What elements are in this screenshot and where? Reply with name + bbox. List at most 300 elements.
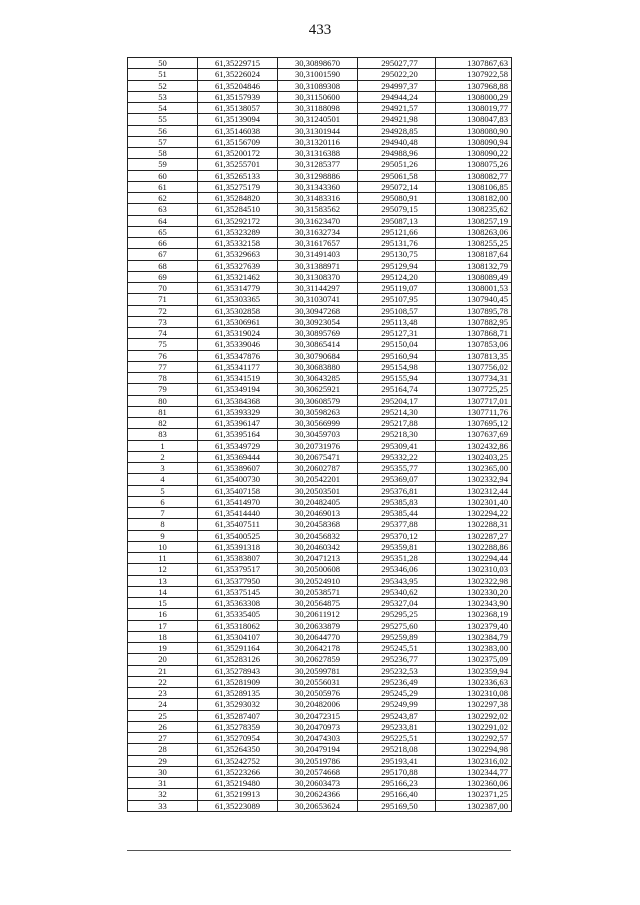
- table-row: [128, 778, 512, 789]
- longitude-cell: 30,30643285: [278, 373, 358, 384]
- table-row: [128, 789, 512, 800]
- y-coordinate-cell: 1302343,90: [436, 598, 512, 609]
- point-number-cell: 70: [128, 283, 198, 294]
- longitude-cell: 30,20653624: [278, 800, 358, 811]
- y-coordinate-cell: 1302287,27: [436, 530, 512, 541]
- x-coordinate-cell: 295249,99: [358, 699, 436, 710]
- x-coordinate-cell: 295259,89: [358, 631, 436, 642]
- y-coordinate-cell: 1308187,64: [436, 249, 512, 260]
- table-row: [128, 238, 512, 249]
- y-coordinate-cell: 1302310,03: [436, 564, 512, 575]
- x-coordinate-cell: 294944,24: [358, 91, 436, 102]
- table-row: [128, 294, 512, 305]
- point-number-cell: 64: [128, 215, 198, 226]
- table-row: [128, 631, 512, 642]
- latitude-cell: 61,35281909: [198, 676, 278, 687]
- y-coordinate-cell: 1307637,69: [436, 429, 512, 440]
- y-coordinate-cell: 1308075,26: [436, 159, 512, 170]
- latitude-cell: 61,35318062: [198, 620, 278, 631]
- y-coordinate-cell: 1302432,86: [436, 440, 512, 451]
- point-number-cell: 32: [128, 789, 198, 800]
- point-number-cell: 50: [128, 58, 198, 69]
- point-number-cell: 22: [128, 676, 198, 687]
- x-coordinate-cell: 295218,08: [358, 744, 436, 755]
- table-row: [128, 541, 512, 552]
- table-row: [128, 114, 512, 125]
- table-row: [128, 564, 512, 575]
- x-coordinate-cell: 295108,57: [358, 305, 436, 316]
- point-number-cell: 65: [128, 226, 198, 237]
- latitude-cell: 61,35363308: [198, 598, 278, 609]
- table-row: [128, 249, 512, 260]
- page-number: 433: [308, 22, 332, 38]
- y-coordinate-cell: 1302316,02: [436, 755, 512, 766]
- longitude-cell: 30,20471213: [278, 553, 358, 564]
- y-coordinate-cell: 1302359,94: [436, 665, 512, 676]
- point-number-cell: 67: [128, 249, 198, 260]
- latitude-cell: 61,35200172: [198, 148, 278, 159]
- latitude-cell: 61,35319024: [198, 328, 278, 339]
- y-coordinate-cell: 1302297,38: [436, 699, 512, 710]
- y-coordinate-cell: 1302379,40: [436, 620, 512, 631]
- latitude-cell: 61,35400525: [198, 530, 278, 541]
- latitude-cell: 61,35384368: [198, 395, 278, 406]
- longitude-cell: 30,30947268: [278, 305, 358, 316]
- table-row: [128, 710, 512, 721]
- table-row: [128, 429, 512, 440]
- table-row: [128, 463, 512, 474]
- x-coordinate-cell: 295061,58: [358, 170, 436, 181]
- coordinates-table: [127, 57, 512, 812]
- latitude-cell: 61,35391318: [198, 541, 278, 552]
- table-row: [128, 148, 512, 159]
- latitude-cell: 61,35157939: [198, 91, 278, 102]
- y-coordinate-cell: 1308090,22: [436, 148, 512, 159]
- latitude-cell: 61,35393329: [198, 406, 278, 417]
- point-number-cell: 28: [128, 744, 198, 755]
- latitude-cell: 61,35396147: [198, 418, 278, 429]
- longitude-cell: 30,20472315: [278, 710, 358, 721]
- y-coordinate-cell: 1307695,12: [436, 418, 512, 429]
- table-row: [128, 339, 512, 350]
- y-coordinate-cell: 1302383,00: [436, 643, 512, 654]
- table-row: [128, 181, 512, 192]
- point-number-cell: 6: [128, 496, 198, 507]
- point-number-cell: 57: [128, 136, 198, 147]
- latitude-cell: 61,35304107: [198, 631, 278, 642]
- longitude-cell: 30,31388971: [278, 260, 358, 271]
- table-row: [128, 170, 512, 181]
- y-coordinate-cell: 1302294,98: [436, 744, 512, 755]
- x-coordinate-cell: 295170,88: [358, 766, 436, 777]
- x-coordinate-cell: 295160,94: [358, 350, 436, 361]
- table-row: [128, 361, 512, 372]
- table-row: [128, 755, 512, 766]
- point-number-cell: 30: [128, 766, 198, 777]
- x-coordinate-cell: 295131,76: [358, 238, 436, 249]
- latitude-cell: 61,35223266: [198, 766, 278, 777]
- x-coordinate-cell: 295332,22: [358, 451, 436, 462]
- table-row: [128, 316, 512, 327]
- latitude-cell: 61,35229715: [198, 58, 278, 69]
- latitude-cell: 61,35219480: [198, 778, 278, 789]
- longitude-cell: 30,31343360: [278, 181, 358, 192]
- longitude-cell: 30,20538571: [278, 586, 358, 597]
- table-row: [128, 395, 512, 406]
- y-coordinate-cell: 1308106,85: [436, 181, 512, 192]
- y-coordinate-cell: 1302292,57: [436, 733, 512, 744]
- point-number-cell: 16: [128, 609, 198, 620]
- y-coordinate-cell: 1308001,53: [436, 283, 512, 294]
- y-coordinate-cell: 1302291,02: [436, 721, 512, 732]
- x-coordinate-cell: 295327,04: [358, 598, 436, 609]
- latitude-cell: 61,35291164: [198, 643, 278, 654]
- latitude-cell: 61,35321462: [198, 271, 278, 282]
- y-coordinate-cell: 1302344,77: [436, 766, 512, 777]
- point-number-cell: 10: [128, 541, 198, 552]
- latitude-cell: 61,35278943: [198, 665, 278, 676]
- x-coordinate-cell: 295129,94: [358, 260, 436, 271]
- y-coordinate-cell: 1302288,86: [436, 541, 512, 552]
- table-row: [128, 474, 512, 485]
- longitude-cell: 30,31483316: [278, 193, 358, 204]
- y-coordinate-cell: 1308000,29: [436, 91, 512, 102]
- point-number-cell: 17: [128, 620, 198, 631]
- table-row: [128, 260, 512, 271]
- x-coordinate-cell: 295218,30: [358, 429, 436, 440]
- point-number-cell: 68: [128, 260, 198, 271]
- point-number-cell: 78: [128, 373, 198, 384]
- point-number-cell: 15: [128, 598, 198, 609]
- longitude-cell: 30,20460342: [278, 541, 358, 552]
- point-number-cell: 79: [128, 384, 198, 395]
- table-row: [128, 733, 512, 744]
- x-coordinate-cell: 295150,04: [358, 339, 436, 350]
- latitude-cell: 61,35383807: [198, 553, 278, 564]
- latitude-cell: 61,35302858: [198, 305, 278, 316]
- longitude-cell: 30,20644770: [278, 631, 358, 642]
- table-row: [128, 136, 512, 147]
- x-coordinate-cell: 295355,77: [358, 463, 436, 474]
- latitude-cell: 61,35349729: [198, 440, 278, 451]
- y-coordinate-cell: 1308132,79: [436, 260, 512, 271]
- table-row: [128, 271, 512, 282]
- point-number-cell: 5: [128, 485, 198, 496]
- point-number-cell: 80: [128, 395, 198, 406]
- table-row: [128, 598, 512, 609]
- longitude-cell: 30,20731976: [278, 440, 358, 451]
- longitude-cell: 30,20556031: [278, 676, 358, 687]
- y-coordinate-cell: 1302301,40: [436, 496, 512, 507]
- point-number-cell: 33: [128, 800, 198, 811]
- latitude-cell: 61,35289135: [198, 688, 278, 699]
- latitude-cell: 61,35341519: [198, 373, 278, 384]
- longitude-cell: 30,31001590: [278, 69, 358, 80]
- longitude-cell: 30,20603473: [278, 778, 358, 789]
- table-row: [128, 519, 512, 530]
- y-coordinate-cell: 1308255,25: [436, 238, 512, 249]
- point-number-cell: 76: [128, 350, 198, 361]
- table-row: [128, 665, 512, 676]
- latitude-cell: 61,35347876: [198, 350, 278, 361]
- y-coordinate-cell: 1308019,77: [436, 103, 512, 114]
- latitude-cell: 61,35369444: [198, 451, 278, 462]
- table-row: [128, 654, 512, 665]
- y-coordinate-cell: 1308263,06: [436, 226, 512, 237]
- latitude-cell: 61,35284820: [198, 193, 278, 204]
- point-number-cell: 21: [128, 665, 198, 676]
- longitude-cell: 30,20500608: [278, 564, 358, 575]
- latitude-cell: 61,35375145: [198, 586, 278, 597]
- latitude-cell: 61,35293032: [198, 699, 278, 710]
- x-coordinate-cell: 295385,83: [358, 496, 436, 507]
- x-coordinate-cell: 295377,88: [358, 519, 436, 530]
- x-coordinate-cell: 295107,95: [358, 294, 436, 305]
- table-row: [128, 384, 512, 395]
- x-coordinate-cell: 295351,28: [358, 553, 436, 564]
- point-number-cell: 19: [128, 643, 198, 654]
- longitude-cell: 30,31491403: [278, 249, 358, 260]
- y-coordinate-cell: 1302371,25: [436, 789, 512, 800]
- table-row: [128, 373, 512, 384]
- table-row: [128, 193, 512, 204]
- point-number-cell: 31: [128, 778, 198, 789]
- point-number-cell: 74: [128, 328, 198, 339]
- point-number-cell: 77: [128, 361, 198, 372]
- x-coordinate-cell: 295370,12: [358, 530, 436, 541]
- y-coordinate-cell: 1308182,00: [436, 193, 512, 204]
- x-coordinate-cell: 295214,30: [358, 406, 436, 417]
- x-coordinate-cell: 295340,62: [358, 586, 436, 597]
- y-coordinate-cell: 1307868,71: [436, 328, 512, 339]
- x-coordinate-cell: 295217,88: [358, 418, 436, 429]
- latitude-cell: 61,35349194: [198, 384, 278, 395]
- point-number-cell: 1: [128, 440, 198, 451]
- point-number-cell: 75: [128, 339, 198, 350]
- latitude-cell: 61,35264350: [198, 744, 278, 755]
- longitude-cell: 30,20542201: [278, 474, 358, 485]
- x-coordinate-cell: 295113,48: [358, 316, 436, 327]
- y-coordinate-cell: 1307725,25: [436, 384, 512, 395]
- point-number-cell: 24: [128, 699, 198, 710]
- point-number-cell: 2: [128, 451, 198, 462]
- latitude-cell: 61,35332158: [198, 238, 278, 249]
- point-number-cell: 27: [128, 733, 198, 744]
- latitude-cell: 61,35138057: [198, 103, 278, 114]
- point-number-cell: 4: [128, 474, 198, 485]
- y-coordinate-cell: 1302365,00: [436, 463, 512, 474]
- table-row: [128, 530, 512, 541]
- table-row: [128, 451, 512, 462]
- point-number-cell: 12: [128, 564, 198, 575]
- table-row: [128, 643, 512, 654]
- y-coordinate-cell: 1302375,09: [436, 654, 512, 665]
- y-coordinate-cell: 1307882,95: [436, 316, 512, 327]
- point-number-cell: 83: [128, 429, 198, 440]
- point-number-cell: 54: [128, 103, 198, 114]
- x-coordinate-cell: 295204,17: [358, 395, 436, 406]
- longitude-cell: 30,20482405: [278, 496, 358, 507]
- latitude-cell: 61,35255701: [198, 159, 278, 170]
- longitude-cell: 30,31583562: [278, 204, 358, 215]
- latitude-cell: 61,35407158: [198, 485, 278, 496]
- point-number-cell: 55: [128, 114, 198, 125]
- point-number-cell: 73: [128, 316, 198, 327]
- point-number-cell: 18: [128, 631, 198, 642]
- table-row: [128, 69, 512, 80]
- longitude-cell: 30,20503501: [278, 485, 358, 496]
- longitude-cell: 30,31632734: [278, 226, 358, 237]
- x-coordinate-cell: 295236,49: [358, 676, 436, 687]
- table-row: [128, 485, 512, 496]
- x-coordinate-cell: 295233,81: [358, 721, 436, 732]
- table-row: [128, 58, 512, 69]
- longitude-cell: 30,31617657: [278, 238, 358, 249]
- y-coordinate-cell: 1308235,62: [436, 204, 512, 215]
- x-coordinate-cell: 295275,60: [358, 620, 436, 631]
- longitude-cell: 30,31298886: [278, 170, 358, 181]
- point-number-cell: 51: [128, 69, 198, 80]
- y-coordinate-cell: 1307734,31: [436, 373, 512, 384]
- point-number-cell: 82: [128, 418, 198, 429]
- longitude-cell: 30,31188098: [278, 103, 358, 114]
- longitude-cell: 30,31320116: [278, 136, 358, 147]
- latitude-cell: 61,35223089: [198, 800, 278, 811]
- longitude-cell: 30,20675471: [278, 451, 358, 462]
- table-row: [128, 699, 512, 710]
- point-number-cell: 66: [128, 238, 198, 249]
- latitude-cell: 61,35400730: [198, 474, 278, 485]
- longitude-cell: 30,20456832: [278, 530, 358, 541]
- x-coordinate-cell: 295359,81: [358, 541, 436, 552]
- longitude-cell: 30,20482006: [278, 699, 358, 710]
- x-coordinate-cell: 295309,41: [358, 440, 436, 451]
- longitude-cell: 30,20574668: [278, 766, 358, 777]
- table-row: [128, 744, 512, 755]
- x-coordinate-cell: 295225,51: [358, 733, 436, 744]
- latitude-cell: 61,35335405: [198, 609, 278, 620]
- y-coordinate-cell: 1308082,77: [436, 170, 512, 181]
- x-coordinate-cell: 295072,14: [358, 181, 436, 192]
- point-number-cell: 69: [128, 271, 198, 282]
- y-coordinate-cell: 1302294,44: [436, 553, 512, 564]
- x-coordinate-cell: 295127,31: [358, 328, 436, 339]
- latitude-cell: 61,35306961: [198, 316, 278, 327]
- latitude-cell: 61,35219913: [198, 789, 278, 800]
- y-coordinate-cell: 1308257,19: [436, 215, 512, 226]
- point-number-cell: 58: [128, 148, 198, 159]
- table-row: [128, 204, 512, 215]
- latitude-cell: 61,35278359: [198, 721, 278, 732]
- latitude-cell: 61,35283126: [198, 654, 278, 665]
- longitude-cell: 30,20642178: [278, 643, 358, 654]
- x-coordinate-cell: 295121,66: [358, 226, 436, 237]
- longitude-cell: 30,31623470: [278, 215, 358, 226]
- latitude-cell: 61,35389607: [198, 463, 278, 474]
- x-coordinate-cell: 294997,37: [358, 80, 436, 91]
- table-row: [128, 283, 512, 294]
- longitude-cell: 30,20633879: [278, 620, 358, 631]
- y-coordinate-cell: 1307922,58: [436, 69, 512, 80]
- x-coordinate-cell: 295245,29: [358, 688, 436, 699]
- point-number-cell: 60: [128, 170, 198, 181]
- longitude-cell: 30,31308370: [278, 271, 358, 282]
- x-coordinate-cell: 294988,96: [358, 148, 436, 159]
- table-row: [128, 496, 512, 507]
- x-coordinate-cell: 294928,85: [358, 125, 436, 136]
- y-coordinate-cell: 1308047,83: [436, 114, 512, 125]
- point-number-cell: 11: [128, 553, 198, 564]
- longitude-cell: 30,31240501: [278, 114, 358, 125]
- y-coordinate-cell: 1302403,25: [436, 451, 512, 462]
- point-number-cell: 26: [128, 721, 198, 732]
- x-coordinate-cell: 295193,41: [358, 755, 436, 766]
- x-coordinate-cell: 295369,07: [358, 474, 436, 485]
- latitude-cell: 61,35204846: [198, 80, 278, 91]
- longitude-cell: 30,20469013: [278, 508, 358, 519]
- point-number-cell: 81: [128, 406, 198, 417]
- latitude-cell: 61,35270954: [198, 733, 278, 744]
- longitude-cell: 30,20479194: [278, 744, 358, 755]
- point-number-cell: 53: [128, 91, 198, 102]
- longitude-cell: 30,20611912: [278, 609, 358, 620]
- x-coordinate-cell: 295343,95: [358, 575, 436, 586]
- latitude-cell: 61,35226024: [198, 69, 278, 80]
- table-row: [128, 609, 512, 620]
- y-coordinate-cell: 1302384,79: [436, 631, 512, 642]
- table-row: [128, 159, 512, 170]
- latitude-cell: 61,35156709: [198, 136, 278, 147]
- coordinates-table-body: [128, 58, 512, 812]
- point-number-cell: 20: [128, 654, 198, 665]
- y-coordinate-cell: 1308089,49: [436, 271, 512, 282]
- longitude-cell: 30,30923054: [278, 316, 358, 327]
- table-row: [128, 508, 512, 519]
- point-number-cell: 71: [128, 294, 198, 305]
- longitude-cell: 30,20519786: [278, 755, 358, 766]
- point-number-cell: 52: [128, 80, 198, 91]
- x-coordinate-cell: 295385,44: [358, 508, 436, 519]
- latitude-cell: 61,35395164: [198, 429, 278, 440]
- point-number-cell: 13: [128, 575, 198, 586]
- table-row: [128, 766, 512, 777]
- y-coordinate-cell: 1307853,06: [436, 339, 512, 350]
- x-coordinate-cell: 294921,57: [358, 103, 436, 114]
- latitude-cell: 61,35341177: [198, 361, 278, 372]
- table-row: [128, 103, 512, 114]
- latitude-cell: 61,35275179: [198, 181, 278, 192]
- table-row: [128, 553, 512, 564]
- latitude-cell: 61,35379517: [198, 564, 278, 575]
- latitude-cell: 61,35287407: [198, 710, 278, 721]
- latitude-cell: 61,35327639: [198, 260, 278, 271]
- x-coordinate-cell: 295166,40: [358, 789, 436, 800]
- latitude-cell: 61,35339046: [198, 339, 278, 350]
- x-coordinate-cell: 295166,23: [358, 778, 436, 789]
- table-row: [128, 620, 512, 631]
- y-coordinate-cell: 1302310,08: [436, 688, 512, 699]
- latitude-cell: 61,35323289: [198, 226, 278, 237]
- y-coordinate-cell: 1307717,01: [436, 395, 512, 406]
- latitude-cell: 61,35329663: [198, 249, 278, 260]
- x-coordinate-cell: 295119,07: [358, 283, 436, 294]
- point-number-cell: 59: [128, 159, 198, 170]
- point-number-cell: 56: [128, 125, 198, 136]
- point-number-cell: 29: [128, 755, 198, 766]
- longitude-cell: 30,20627859: [278, 654, 358, 665]
- x-coordinate-cell: 295079,15: [358, 204, 436, 215]
- longitude-cell: 30,20524910: [278, 575, 358, 586]
